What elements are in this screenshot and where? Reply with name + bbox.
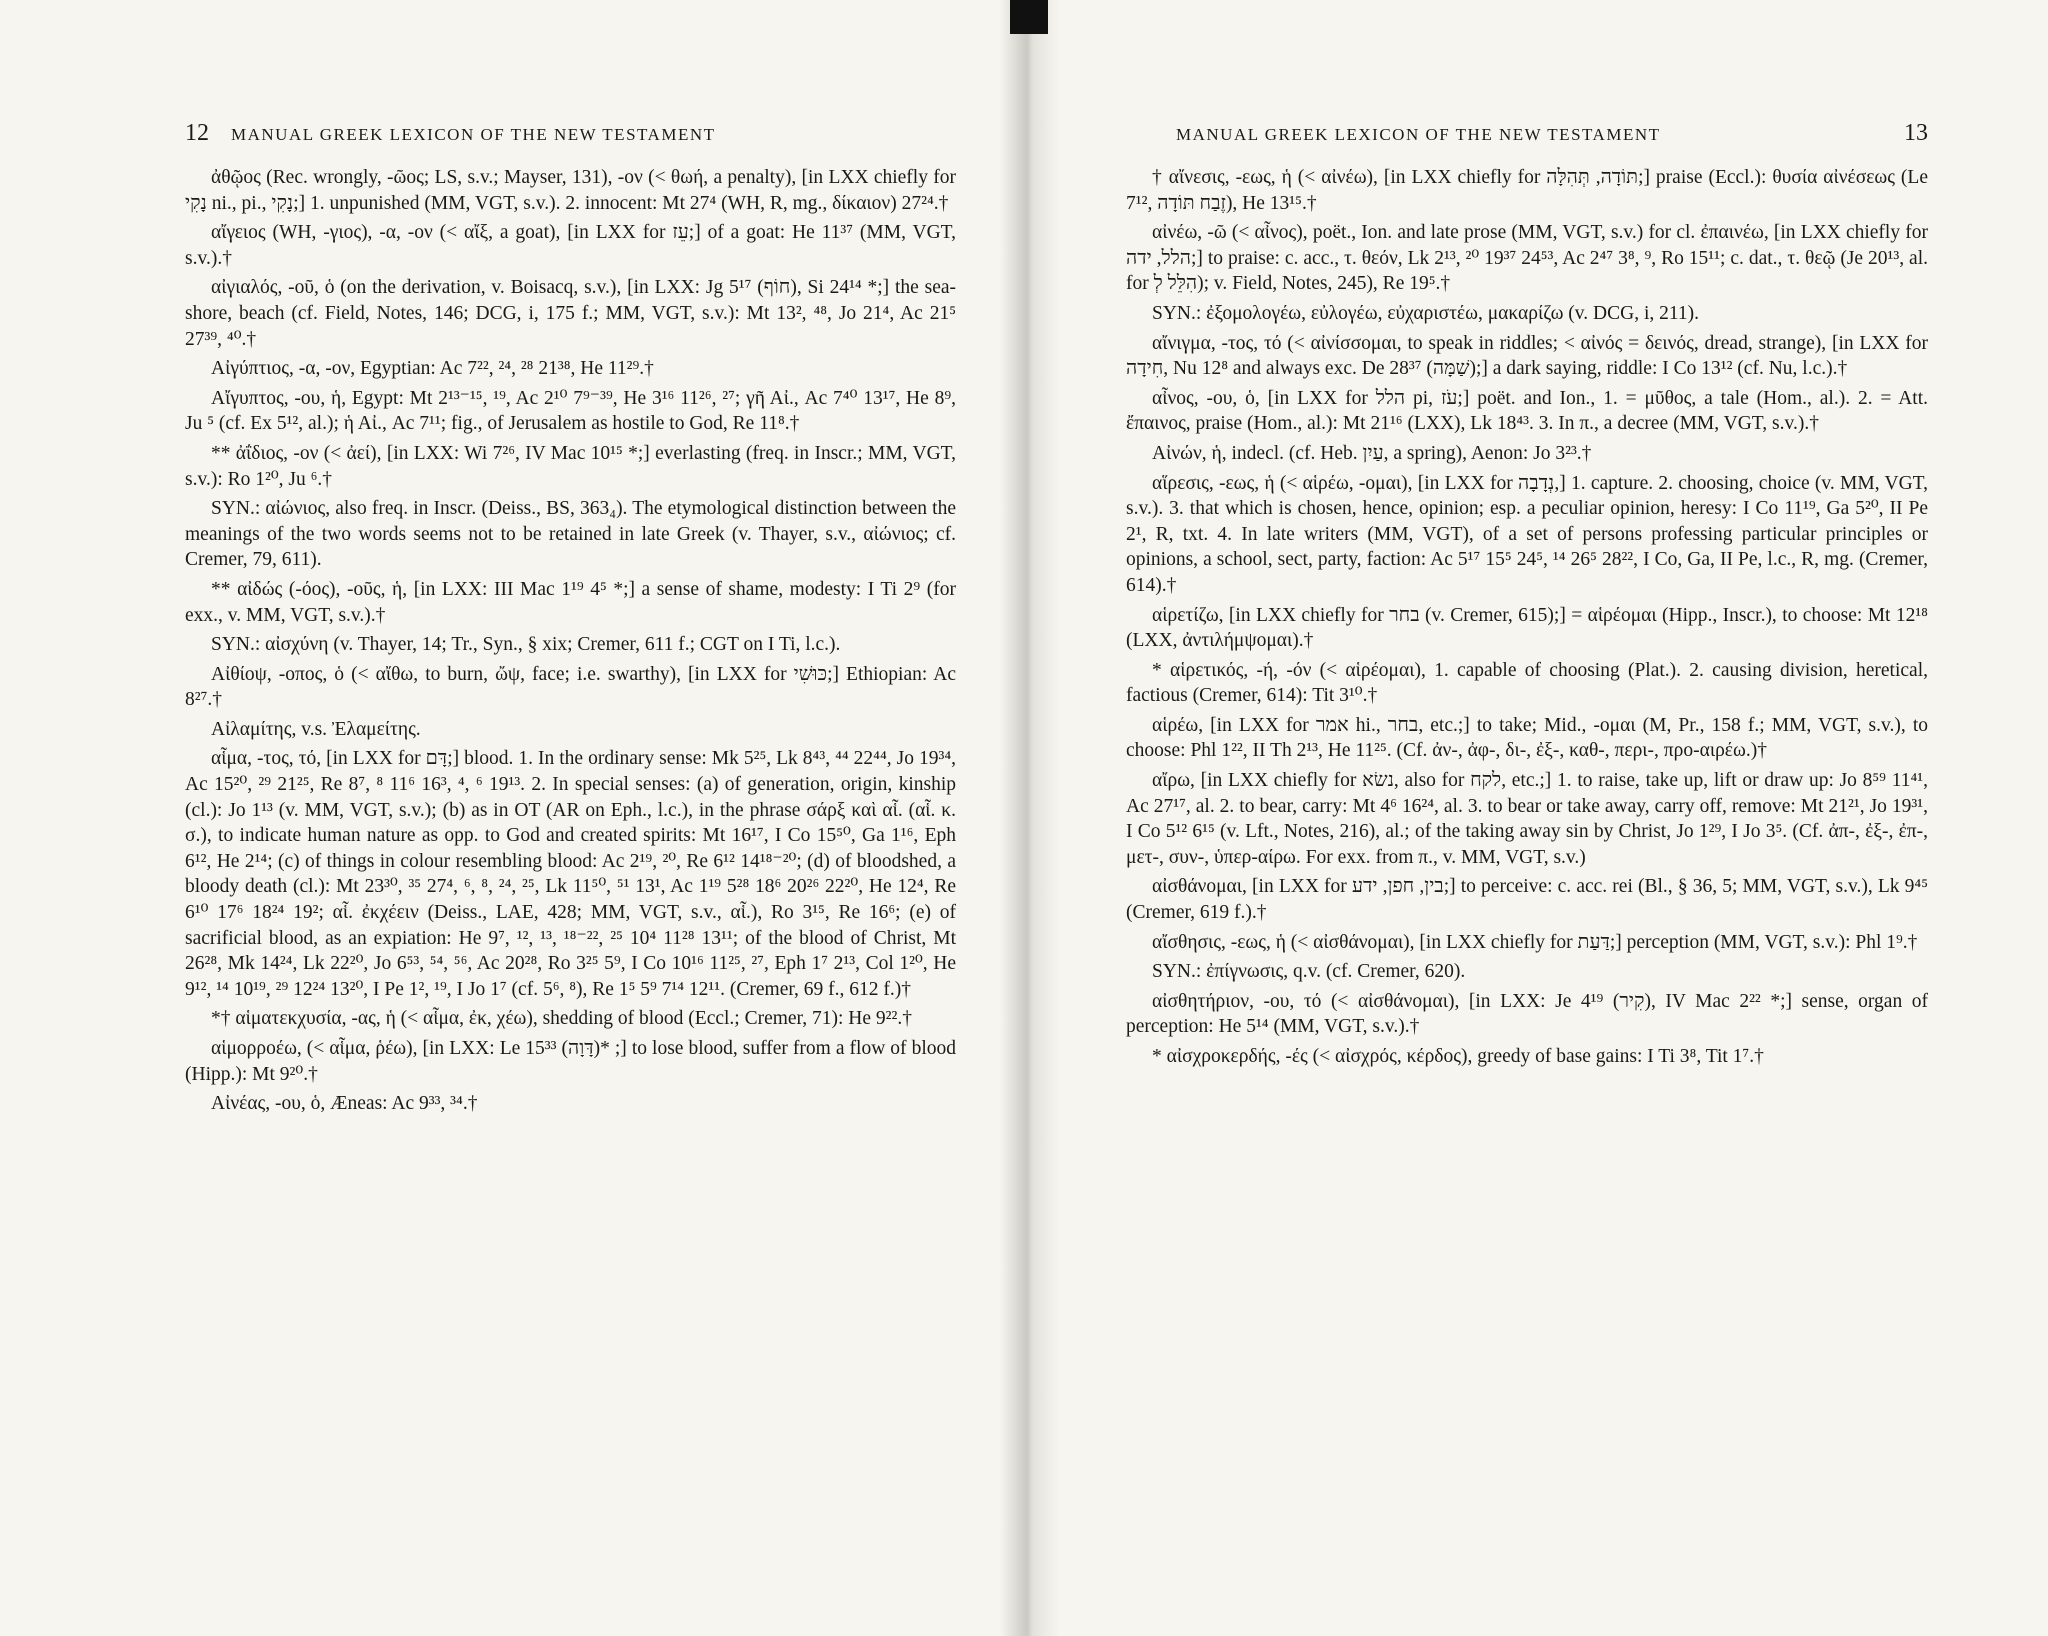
lexicon-entry: αἰνέω, -ῶ (< αἶνος), poët., Ion. and late prose (MM, VGT, s.v.) for cl. ἐπαινέω, [in LXX chiefly for הלל, ידה;] to praise: c. acc., τ. θεόν, Lk 2¹³, ²⁰ 19³⁷ 24⁵³, Ac 2⁴⁷ 3⁸, ⁹, Ro 15¹¹; c. dat., τ. θεῷ (Je 20¹³, al. for הִלֵּל לְ); v. Field, Notes, 245), Re 19⁵.† <box>1126 222 1928 295</box>
left-page-number: 12 <box>185 120 209 146</box>
lexicon-entry: αἰσθάνομαι, [in LXX for בין, חפן, ידע;] to perceive: c. acc. rei (Bl., § 36, 5; MM, VGT, s.v.), Lk 9⁴⁵ (Cremer, 619 f.).† <box>1126 876 1928 924</box>
lexicon-entry: Αἰγύπτιος, -α, -ον, Egyptian: Ac 7²², ²⁴, ²⁸ 21³⁸, He 11²⁹.† <box>211 358 654 380</box>
lexicon-entry: * αἰσχροκερδής, -ές (< αἰσχρός, κέρδος), greedy of base gains: I Ti 3⁸, Tit 1⁷.† <box>1152 1046 1764 1067</box>
lexicon-entry: ἀθῷος (Rec. wrongly, -ῶος; LS, s.v.; Mayser, 131), -ον (< θωή, a penalty), [in LXX chiefly for נָקִי ni., pi., נָקִי;] 1. unpunished (MM, VGT, s.v.). 2. innocent: Mt 27⁴ (WH, R, mg., δίκαιον) 27²⁴.† <box>185 167 956 214</box>
lexicon-entry: αἱρετίζω, [in LXX chiefly for בחר (v. Cremer, 615);] = αἱρέομαι (Hipp., Inscr.), to choose: Mt 12¹⁸ (LXX, ἀντιλήμψομαι).† <box>1126 604 1928 652</box>
lexicon-entry: αἷμα, -τος, τό, [in LXX for דָּם;] blood. 1. In the ordinary sense: Mk 5²⁵, Lk 8⁴³, ⁴⁴ 22⁴⁴, Jo 19³⁴, Ac 15²⁰, ²⁹ 21²⁵, Re 8⁷, ⁸ 11⁶ 16³, ⁴, ⁶ 19¹³. 2. In special senses: (a) of generation, origin, kinship (cl.): Jo 1¹³ (v. MM, VGT, s.v.); (b) as in OT (AR on Eph., l.c.), in the phrase σάρξ καὶ αἷ. (αἷ. κ. σ.), to indicate human nature as opp. to God and created spirits: Mt 16¹⁷, I Co 15⁵⁰, Ga 1¹⁶, Eph 6¹², He 2¹⁴; (c) of things in colour resembling blood: Ac 2¹⁹, ²⁰, Re 6¹² 14¹⁸⁻²⁰; (d) of bloodshed, a bloody death (cl.): Mt 23³⁰, ³⁵ 27⁴, ⁶, ⁸, ²⁴, ²⁵, Lk 11⁵⁰, ⁵¹ 13¹, Ac 1¹⁹ 5²⁸ 18⁶ 20²⁶ 22²⁰, He 12⁴, Re 6¹⁰ 17⁶ 18²⁴ 19²; αἷ. ἐκχέειν (Deiss., LAE, 428; MM, VGT, s.v., αἷ.), Ro 3¹⁵, Re 16⁶; (e) of sacrificial blood, as an expiation: He 9⁷, ¹², ¹³, ¹⁸⁻²², ²⁵ 10⁴ 11²⁸ 13¹¹; of the blood of Christ, Mt 26²⁸, Mk 14²⁴, Lk 22²⁰, Jo 6⁵³, ⁵⁴, ⁵⁶, Ac 20²⁸, Ro 3²⁵ 5⁹, I Co 10¹⁶ 11²⁵, ²⁷, Eph 1⁷ 2¹³, Col 1²⁰, He 9¹², ¹⁴ 10¹⁹, ²⁹ 12²⁴ 13²⁰, I Pe 1², ¹⁹, I Jo 1⁷ (cf. 5⁶, ⁸), Re 1⁵ 5⁹ 7¹⁴ 12¹¹. (Cremer, 69 f., 612 f.)† <box>185 748 957 1000</box>
lexicon-entry: SYN.: ἐπίγνωσις, q.v. (cf. Cremer, 620). <box>1152 961 1466 983</box>
lexicon-entry: αἱρέω, [in LXX for אמר hi., בחר, etc.;] to take; Mid., -ομαι (M, Pr., 158 f.; MM, VGT, s.v.), to choose: Phl 1²², II Th 2¹³, He 11²⁵. (Cf. ἀν-, ἀφ-, δι-, ἐξ-, καθ-, περι-, προ-αιρέω.)† <box>1126 714 1928 762</box>
right-running-head <box>1126 120 1928 147</box>
lexicon-entry: αἰγιαλός, -οῦ, ὁ (on the derivation, v. Boisacq, s.v.), [in LXX: Jg 5¹⁷ (חוֹף), Si 24¹⁴ *;] the sea-shore, beach (cf. Field, Notes, 146; DCG, i, 175 f.; MM, VGT, s.v.): Mt 13², ⁴⁸, Jo 21⁴, Ac 21⁵ 27³⁹, ⁴⁰.† <box>185 277 956 350</box>
lexicon-entry: Αἰνέας, -ου, ὁ, Æneas: Ac 9³³, ³⁴.† <box>211 1093 478 1115</box>
left-running-title: MANUAL GREEK LEXICON OF THE NEW TESTAMENT <box>231 125 716 144</box>
lexicon-entry: ** ἀΐδιος, -ον (< ἀεί), [in LXX: Wi 7²⁶, IV Mac 10¹⁵ *;] everlasting (freq. in Inscr.; MM, VGT, s.v.): Ro 1²⁰, Ju ⁶.† <box>185 442 956 490</box>
lexicon-entry: αἴρω, [in LXX chiefly for נשׂא, also for לקח, etc.;] 1. to raise, take up, lift or draw up: Jo 8⁵⁹ 11⁴¹, Ac 27¹⁷, al. 2. to bear, carry: Mt 4⁶ 16²⁴, al. 3. to bear or take away, carry off, remove: Mt 21²¹, Jo 19³¹, I Co 5¹² 6¹⁵ (v. Lft., Notes, 216), al.; of the taking away sin by Christ, Jo 1²⁹, I Jo 3⁵. (Cf. ἀπ-, ἐξ-, ἐπ-, μετ-, συν-, ὑπερ-αίρω. For exx. from π., v. MM, VGT, s.v.) <box>1126 770 1928 868</box>
lexicon-entry: Αἰθίοψ, -οπος, ὁ (< αἴθω, to burn, ὤψ, face; i.e. swarthy), [in LXX for כּוּשִׁי;] Ethiopian: Ac 8²⁷.† <box>185 663 957 711</box>
right-page <box>1026 0 2048 1636</box>
right-running-title: MANUAL GREEK LEXICON OF THE NEW TESTAMENT <box>1176 125 1661 144</box>
left-entries <box>185 165 956 1117</box>
lexicon-entry: αἶνος, -ου, ὁ, [in LXX for הלל pi, עֹז;] poët. and Ion., 1. = μῦθος, a tale (Hom., al.). 2. = Att. ἔπαινος, praise (Hom., al.): Mt 21¹⁶ (LXX), Lk 18⁴³. 3. In π., a decree (MM, VGT, s.v.).† <box>1126 387 1929 435</box>
right-entries <box>1126 165 1928 1070</box>
lexicon-entry: SYN.: αἰσχύνη (v. Thayer, 14; Tr., Syn., § xix; Cremer, 611 f.; CGT on I Ti, l.c.). <box>211 634 841 656</box>
lexicon-entry: Αἰνών, ἡ, indecl. (cf. Heb. עַיִן, a spring), Aenon: Jo 3²³.† <box>1152 442 1592 464</box>
lexicon-entry: αἴγειος (WH, -γιος), -α, -ον (< αἴξ, a goat), [in LXX for עֵז;] of a goat: He 11³⁷ (MM, VGT, s.v.).† <box>185 222 956 269</box>
lexicon-entry: ** αἰδώς (-όος), -οῦς, ἡ, [in LXX: III Mac 1¹⁹ 4⁵ *;] a sense of shame, modesty: I Ti 2⁹ (for exx., v. MM, VGT, s.v.).† <box>185 578 956 626</box>
lexicon-entry: SYN.: αἰώνιος, also freq. in Inscr. (Deiss., BS, 363₄). The etymological distinction between the meanings of the two words seems not to be retained in late Greek (v. Thayer, s.v., αἰώνιος; cf. Cremer, 79, 611). <box>185 498 956 571</box>
lexicon-entry: αἴνιγμα, -τος, τό (< αἰνίσσομαι, to speak in riddles; < αἰνός = δεινός, dread, strange), [in LXX for חִידָה, Nu 12⁸ and always exc. De 28³⁷ (שַׁמָּה);] a dark saying, riddle: I Co 13¹² (cf. Nu, l.c.).† <box>1126 332 1928 380</box>
lexicon-entry: Αἰλαμίτης, v.s. Ἐλαμείτης. <box>211 718 421 740</box>
lexicon-entry: * αἱρετικός, -ή, -όν (< αἱρέομαι), 1. capable of choosing (Plat.). 2. causing division, heretical, factious (Cremer, 614): Tit 3¹⁰.† <box>1126 659 1928 707</box>
lexicon-entry: SYN.: ἐξομολογέω, εὐλογέω, εὐχαριστέω, μακαρίζω (v. DCG, i, 211). <box>1152 302 1700 324</box>
lexicon-entry: αἴσθησις, -εως, ἡ (< αἰσθάνομαι), [in LXX chiefly for דַּעַת;] perception (MM, VGT, s.v.): Phl 1⁹.† <box>1152 931 1918 953</box>
lexicon-entry: αἰσθητήριον, -ου, τό (< αἰσθάνομαι), [in LXX: Je 4¹⁹ (קִיר), IV Mac 2²² *;] sense, organ of perception: He 5¹⁴ (MM, VGT, s.v.).† <box>1126 990 1928 1038</box>
left-running-head <box>185 120 956 147</box>
binding-edge <box>1010 0 1048 34</box>
lexicon-entry: Αἴγυπτος, -ου, ἡ, Egypt: Mt 2¹³⁻¹⁵, ¹⁹, Ac 2¹⁰ 7⁹⁻³⁹, He 3¹⁶ 11²⁶, ²⁷; γῆ Αἰ., Ac 7⁴⁰ 13¹⁷, He 8⁹, Ju ⁵ (cf. Ex 5¹², al.); ἡ Αἰ., Ac 7¹¹; fig., of Jerusalem as hostile to God, Re 11⁸.† <box>185 387 956 435</box>
lexicon-entry: αἵρεσις, -εως, ἡ (< αἱρέω, -ομαι), [in LXX for נְדָבָה,] 1. capture. 2. choosing, choice (v. MM, VGT, s.v.). 3. that which is chosen, hence, opinion; esp. a peculiar opinion, heresy: I Co 11¹⁹, Ga 5²⁰, II Pe 2¹, R, txt. 4. In late writers (MM, VGT), of a set of persons professing particular principles or opinions, a school, sect, party, faction: Ac 5¹⁷ 15⁵ 24⁵, ¹⁴ 26⁵ 28²², I Co, Ga, II Pe, l.c., R, mg. (Cremer, 614).† <box>1126 472 1929 596</box>
lexicon-entry: † αἴνεσις, -εως, ἡ (< αἰνέω), [in LXX chiefly for תּוֹדָה, תְּהִלָּה;] praise (Eccl.): θυσία αἰνέσεως (Le 7¹², זֶבַח תּוֹדָה), He 13¹⁵.† <box>1126 167 1928 214</box>
right-page-number: 13 <box>1904 120 1928 146</box>
lexicon-entry: *† αἱματεκχυσία, -ας, ἡ (< αἷμα, ἐκ, χέω), shedding of blood (Eccl.; Cremer, 71): He 9²².† <box>211 1008 912 1030</box>
lexicon-entry: αἱμορροέω, (< αἷμα, ῥέω), [in LXX: Le 15³³ (דָּוָה)* ;] to lose blood, suffer from a flow of blood (Hipp.): Mt 9²⁰.† <box>185 1038 956 1085</box>
book-gutter-shadow <box>1000 0 1060 1636</box>
